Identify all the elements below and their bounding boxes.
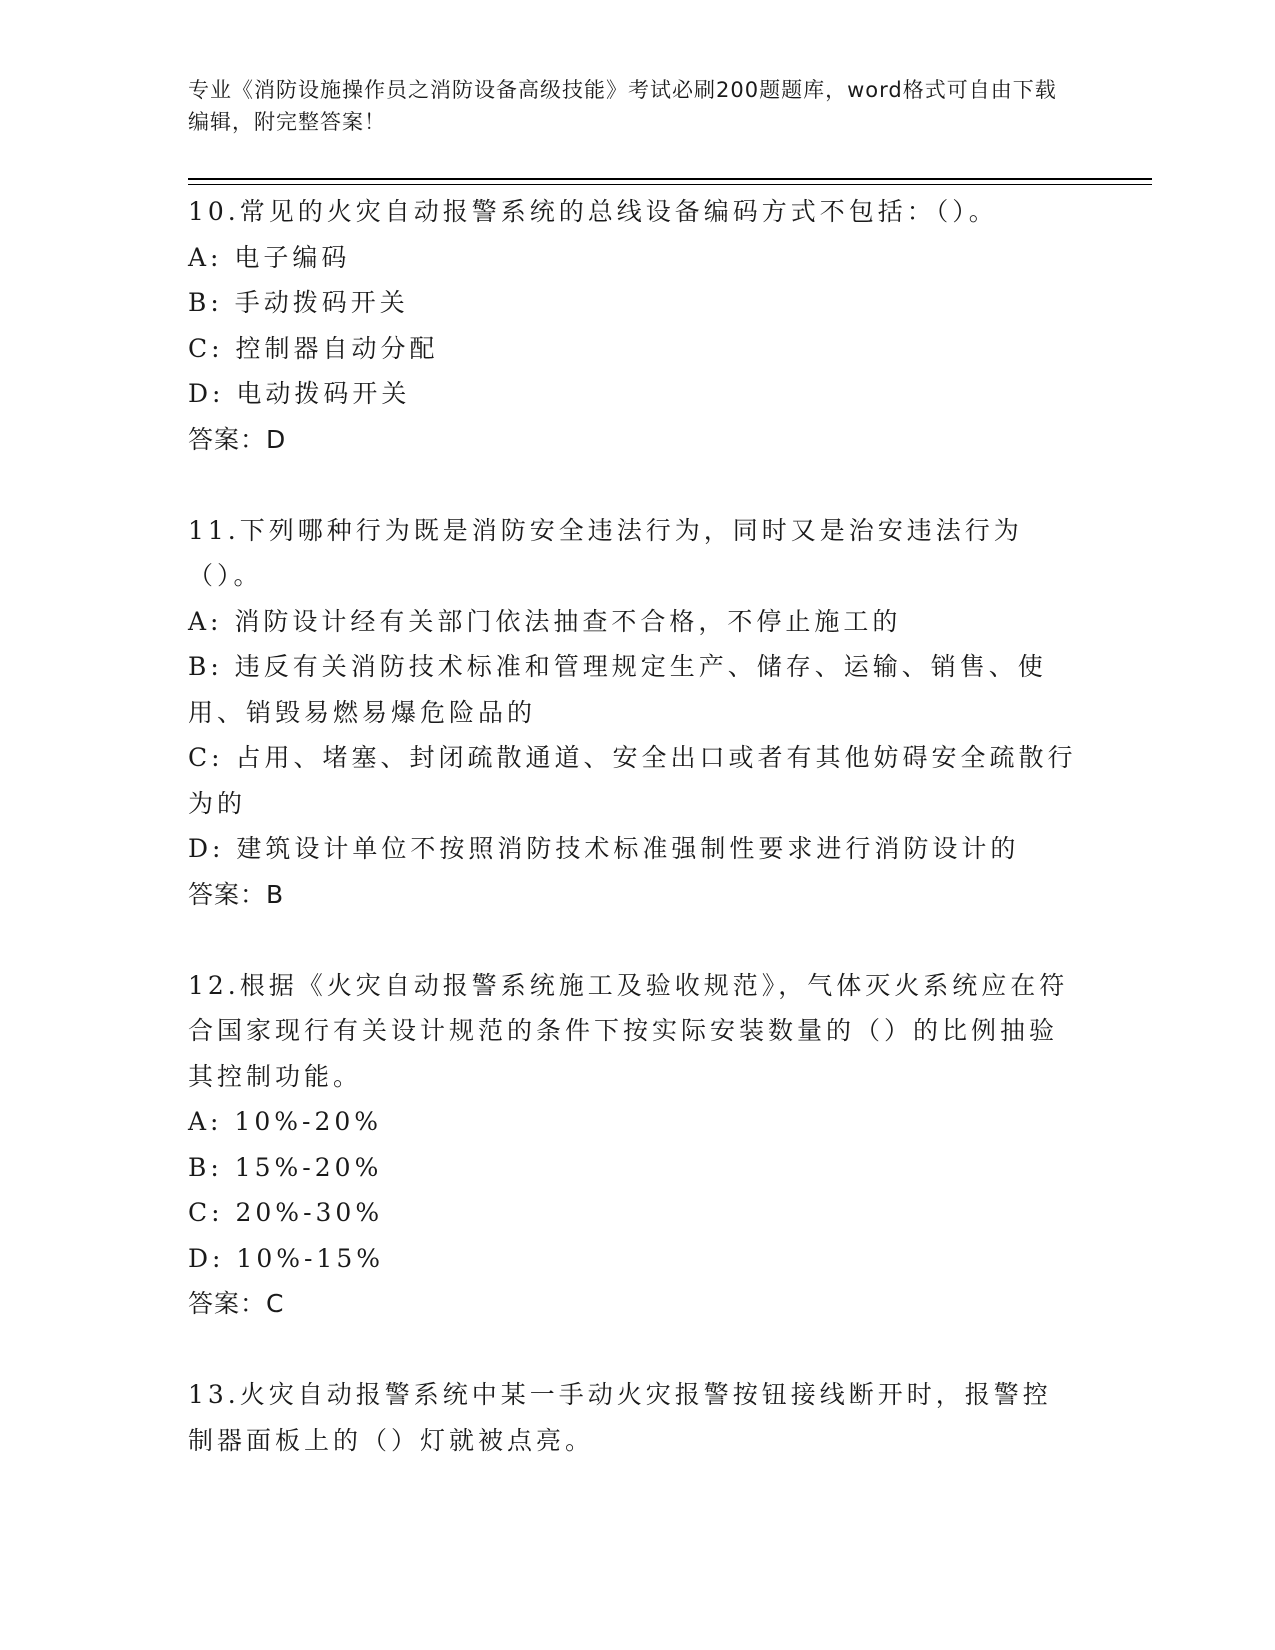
question-list xyxy=(188,189,1078,1463)
question-11 xyxy=(188,508,1078,918)
answer: 答案：D xyxy=(188,424,287,454)
option-a: A: 消防设计经有关部门依法抽查不合格，不停止施工的 xyxy=(188,606,902,636)
question-13 xyxy=(188,1372,1078,1463)
header-rule-thin xyxy=(188,184,1152,185)
answer: 答案：B xyxy=(188,879,285,909)
option-c: C: 20%-30% xyxy=(188,1198,384,1227)
option-d: D: 建筑设计单位不按照消防技术标准强制性要求进行消防设计的 xyxy=(188,834,1020,863)
answer: 答案：C xyxy=(188,1289,285,1318)
header-rule-thick xyxy=(188,178,1152,180)
document-header: 专业《消防设施操作员之消防设备高级技能》考试必刷200题题库，word格式可自由下载编辑，附完整答案！ xyxy=(188,78,1057,134)
option-a: A: 10%-20% xyxy=(188,1107,383,1136)
option-d: D: 10%-15% xyxy=(188,1243,384,1273)
question-stem: 13.火灾自动报警系统中某一手动火灾报警按钮接线断开时，报警控制器面板上的（）灯就被点亮。 xyxy=(188,1380,1052,1455)
option-b: B: 违反有关消防技术标准和管理规定生产、储存、运输、销售、使用、销毁易燃易爆危险品的 xyxy=(188,652,1047,727)
question-stem: 12.根据《火灾自动报警系统施工及验收规范》，气体灭火系统应在符合国家现行有关设计规范的条件下按实际安装数量的（）的比例抽验其控制功能。 xyxy=(188,970,1069,1091)
option-a: A: 电子编码 xyxy=(188,242,351,272)
option-c: C: 控制器自动分配 xyxy=(188,333,439,363)
option-b: B: 15%-20% xyxy=(188,1152,383,1182)
option-d: D: 电动拨码开关 xyxy=(188,379,411,408)
question-stem: 10.常见的火灾自动报警系统的总线设备编码方式不包括：（）。 xyxy=(188,197,998,226)
option-b: B: 手动拨码开关 xyxy=(188,288,409,317)
question-stem: 11.下列哪种行为既是消防安全违法行为，同时又是治安违法行为（）。 xyxy=(188,515,1023,590)
question-10 xyxy=(188,189,1078,462)
option-c: C: 占用、堵塞、封闭疏散通道、安全出口或者有其他妨碍安全疏散行为的 xyxy=(188,743,1077,818)
question-12 xyxy=(188,963,1078,1327)
